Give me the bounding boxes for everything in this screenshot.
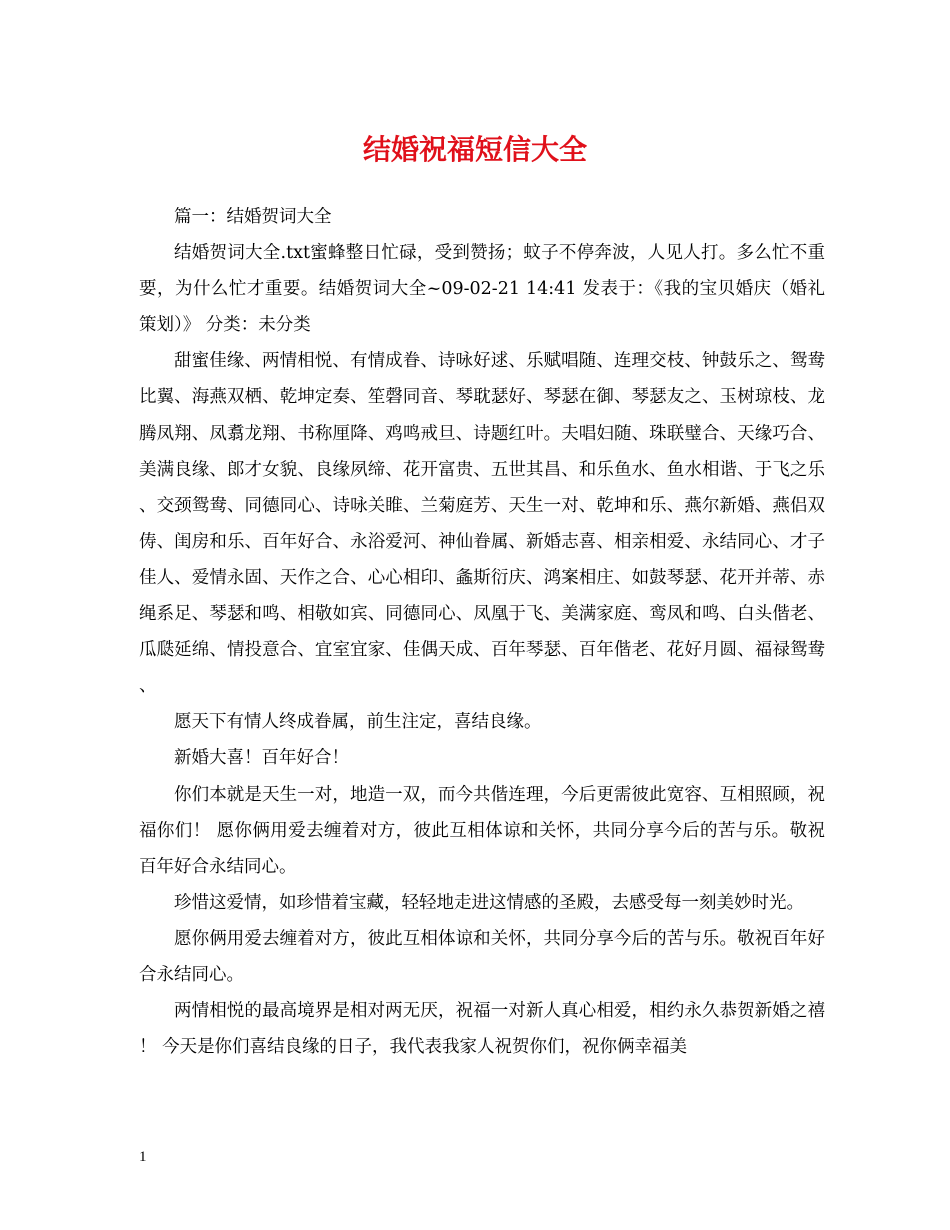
paragraph-wish-lovers: 愿天下有情人终成眷属，前生注定，喜结良缘。 [174,712,542,733]
paragraph-idioms: 甜蜜佳缘、两情相悦、有情成眷、诗咏好逑、乐赋唱随、连理交枝、钟鼓乐之、鸳鸯比翼、海燕双栖、乾坤定奏、笙磬同音、琴耽瑟好、琴瑟在御、琴瑟友之、玉树琼枝、龙腾凤翔、凤翥龙翔、书称厘降、鸡鸣戒旦、诗题红叶。夫唱妇随、珠联璧合、天缘巧合、美满良缘、郎才女貌、良缘夙缔、花开富贵、五世其昌、和乐鱼水、鱼水相谐、于飞之乐、交颈鸳鸯、同德同心、诗咏关睢、兰菊庭芳、天生一对、乾坤和乐、燕尔新婚、燕侣双俦、闺房和乐、百年好合、永浴爱河、神仙眷属、新婚志喜、相亲相爱、永结同心、才子佳人、爱情永固、天作之合、心心相印、螽斯衍庆、鸿案相庄、如鼓琴瑟、花开并蒂、赤绳系足、琴瑟和鸣、相敬如宾、同德同心、凤凰于飞、美满家庭、鸾凤和鸣、白头偕老、瓜瓞延绵、情投意合、宜室宜家、佳偶天成、百年琴瑟、百年偕老、花好月圆、福禄鸳鸯、 [139,351,825,697]
paragraph-congrats: 新婚大喜！百年好合！ [174,748,349,769]
paragraph-blessing-3: 愿你俩用爱去缠着对方，彼此互相体谅和关怀，共同分享今后的苦与乐。敬祝百年好合永结同心。 [139,928,825,985]
page-number: 1 [139,1149,147,1165]
document-body [139,199,825,1065]
paragraph-intro: 结婚贺词大全.txt蜜蜂整日忙碌，受到赞扬；蚊子不停奔波，人见人打。多么忙不重要，为什么忙才重要。结婚贺词大全~09-02-21 14:41 发表于：《我的宝贝婚庆（婚礼策划）》 分类：未分类 [139,243,825,336]
paragraph-blessing-1: 你们本就是天生一对，地造一双，而今共偕连理，今后更需彼此宽容、互相照顾，祝福你们！ 愿你俩用爱去缠着对方，彼此互相体谅和关怀，共同分享今后的苦与乐。敬祝百年好合永结同心。 [139,784,825,877]
paragraph-blessing-2: 珍惜这爱情，如珍惜着宝藏，轻轻地走进这情感的圣殿，去感受每一刻美妙时光。 [174,892,804,913]
document-title: 结婚祝福短信大全 [362,133,587,166]
paragraph-blessing-4: 两情相悦的最高境界是相对两无厌，祝福一对新人真心相爱，相约永久恭贺新婚之禧！ 今天是你们喜结良缘的日子，我代表我家人祝贺你们，祝你俩幸福美 [139,1001,825,1058]
paragraph-section-heading: 篇一：结婚贺词大全 [174,207,332,227]
